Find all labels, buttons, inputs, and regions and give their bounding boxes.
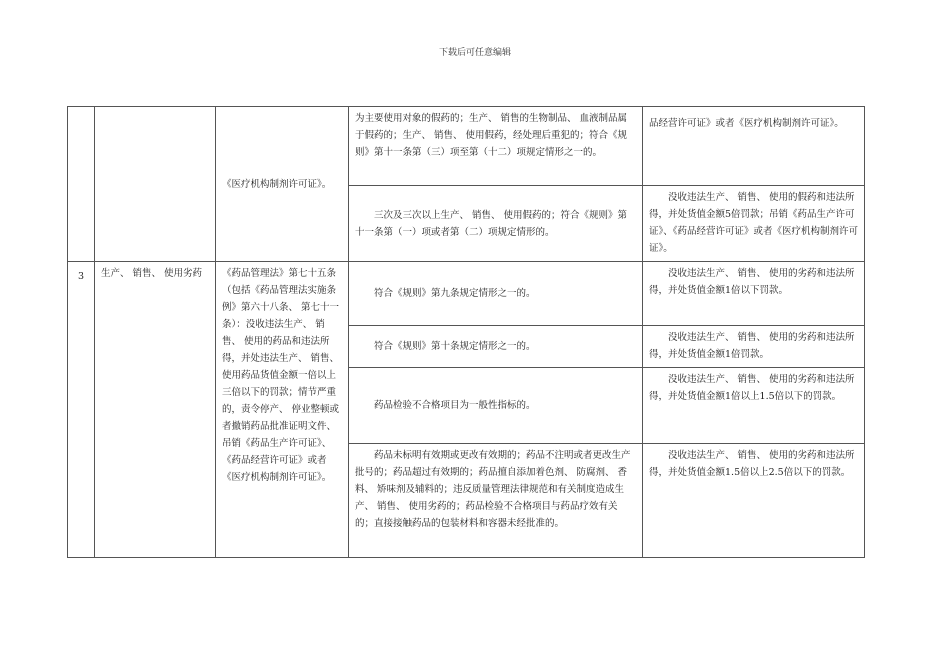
- penalty-cell: 没收违法生产、 销售、 使用的假药和违法所得，并处货值金额5倍罚款；吊销《药品生产许可证》、《药品经营许可证》或者《医疗机构制剂许可证》。: [643, 186, 865, 262]
- condition-cell: 药品检验不合格项目为一般性指标的。: [349, 368, 643, 444]
- condition-cell: 符合《规则》第十条规定情形之一的。: [349, 326, 643, 368]
- behavior-cell-empty: [95, 107, 216, 262]
- table-row: [68, 262, 865, 326]
- penalty-cell: 没收违法生产、 销售、 使用的劣药和违法所得，并处货值金额1倍罚款。: [643, 326, 865, 368]
- behavior-cell: 生产、 销售、 使用劣药: [95, 262, 216, 558]
- condition-cell: 为主要使用对象的假药的；生产、 销售的生物制品、 血液制品属于假药的；生产、 销售、 使用假药，经处理后重犯的；符合《规则》第十一条第（三）项至第（十二）项规定情形之一的。: [349, 107, 643, 186]
- row-number: 3: [68, 262, 95, 558]
- basis-cell: 《医疗机构制剂许可证》。: [216, 107, 349, 262]
- condition-cell: 三次及三次以上生产、 销售、 使用假药的；符合《规则》第十一条第（一）项或者第（二）项规定情形的。: [349, 186, 643, 262]
- penalty-cell: 没收违法生产、 销售、 使用的劣药和违法所得，并处货值金额1倍以下罚款。: [643, 262, 865, 326]
- condition-cell: 符合《规则》第九条规定情形之一的。: [349, 262, 643, 326]
- page-header: 下载后可任意编辑: [438, 48, 511, 58]
- penalty-cell: 品经营许可证》或者《医疗机构制剂许可证》。: [643, 107, 865, 186]
- basis-cell: 《药品管理法》第七十五条（包括《药品管理法实施条例》第六十八条、 第七十一条）：没收违法生产、 销售、 使用的药品和违法所得，并处违法生产、 销售、 使用药品货值金额一倍以上三倍以下的罚款；情节严重的，责令停产、 停业整顿或者撤销药品批准证明文件、 吊销《药品生产许可证》、《药品经营许可证》或者《医疗机构制剂许可证》。: [216, 262, 349, 558]
- penalty-cell: 没收违法生产、 销售、 使用的劣药和违法所得，并处货值金额1倍以上1.5倍以下的罚款。: [643, 368, 865, 444]
- number-cell-empty: [68, 107, 95, 262]
- penalty-cell: 没收违法生产、 销售、 使用的劣药和违法所得，并处货值金额1.5倍以上2.5倍以下的罚款。: [643, 444, 865, 558]
- condition-cell: 药品未标明有效期或更改有效期的；药品不注明或者更改生产批号的；药品超过有效期的；药品擅自添加着色剂、 防腐剂、 香料、 矫味剂及辅料的；违反质量管理法律规范和有关制度造成生产、 销售、 使用劣药的；药品检验不合格项目与药品疗效有关的；直接接触药品的包装材料和容器未经批准的。: [349, 444, 643, 558]
- table-row: [68, 107, 865, 186]
- penalty-table: [67, 106, 865, 558]
